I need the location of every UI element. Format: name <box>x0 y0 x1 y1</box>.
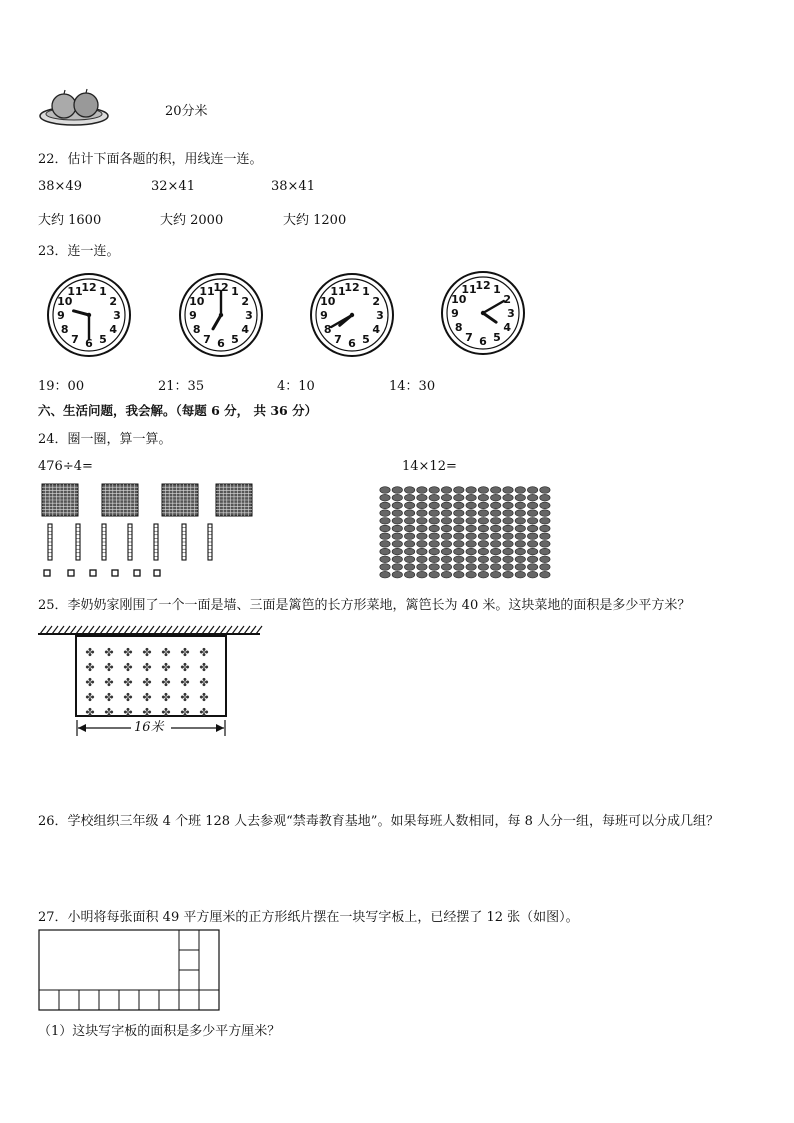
svg-text:4: 4 <box>241 323 250 336</box>
dot <box>380 533 390 540</box>
svg-text:8: 8 <box>454 321 463 334</box>
dot <box>380 510 390 517</box>
dot <box>478 510 488 517</box>
svg-text:✤: ✤ <box>199 691 209 704</box>
dot <box>404 502 414 509</box>
clock-1 <box>46 272 132 358</box>
dot <box>491 525 501 532</box>
svg-text:12: 12 <box>213 281 229 294</box>
svg-text:✤: ✤ <box>142 646 152 659</box>
dot <box>392 571 402 578</box>
svg-text:9: 9 <box>57 309 65 322</box>
dot <box>380 494 390 501</box>
dot <box>429 518 439 525</box>
dot <box>454 510 464 517</box>
dot <box>466 487 476 494</box>
svg-text:4: 4 <box>503 321 512 334</box>
dot <box>441 487 451 494</box>
dot <box>404 533 414 540</box>
svg-text:✤: ✤ <box>180 646 190 659</box>
dot <box>392 541 402 548</box>
dot <box>503 494 513 501</box>
svg-text:10: 10 <box>189 295 205 308</box>
dot <box>503 525 513 532</box>
dot <box>540 510 550 517</box>
dot <box>380 556 390 563</box>
dot <box>466 494 476 501</box>
svg-text:5: 5 <box>493 331 501 345</box>
svg-text:11: 11 <box>461 282 477 296</box>
dot <box>466 564 476 571</box>
dot <box>380 571 390 578</box>
dot <box>491 518 501 525</box>
dot <box>392 564 402 571</box>
dot <box>540 564 550 571</box>
writing-board-figure <box>38 929 222 1013</box>
q27-sub-question-1: （1）这块写字板的面积是多少平方厘米？ <box>38 1024 281 1039</box>
dot <box>404 571 414 578</box>
dot <box>540 556 550 563</box>
dot <box>454 518 464 525</box>
dot <box>429 556 439 563</box>
dot <box>441 548 451 555</box>
dot <box>404 541 414 548</box>
dot <box>503 556 513 563</box>
dot <box>417 571 427 578</box>
dot <box>454 525 464 532</box>
clock-2 <box>178 272 264 358</box>
dot <box>515 548 525 555</box>
dot <box>429 533 439 540</box>
svg-text:✤: ✤ <box>180 676 190 689</box>
hundred-block <box>102 484 138 516</box>
svg-text:1: 1 <box>493 282 501 296</box>
dot <box>503 502 513 509</box>
svg-text:✤: ✤ <box>142 691 152 704</box>
svg-text:✤: ✤ <box>142 676 152 689</box>
svg-text:1: 1 <box>231 284 239 298</box>
svg-text:10: 10 <box>451 293 467 306</box>
svg-text:2: 2 <box>372 295 381 308</box>
dot <box>527 525 537 532</box>
dot <box>454 564 464 571</box>
q22-estimate-1: 大约 1600 <box>38 213 102 228</box>
svg-text:✤: ✤ <box>199 646 209 659</box>
svg-text:6: 6 <box>85 337 93 350</box>
dot <box>429 487 439 494</box>
dot <box>441 533 451 540</box>
dot <box>540 502 550 509</box>
svg-text:6: 6 <box>348 337 356 350</box>
dot <box>491 494 501 501</box>
svg-text:9: 9 <box>320 309 328 322</box>
svg-text:3: 3 <box>245 309 253 322</box>
dot <box>417 564 427 571</box>
dot <box>429 502 439 509</box>
dot <box>527 556 537 563</box>
dot <box>515 541 525 548</box>
dot <box>515 510 525 517</box>
svg-text:5: 5 <box>99 333 107 347</box>
q23-time-3: 4：10 <box>277 379 315 394</box>
svg-text:2: 2 <box>503 293 512 306</box>
dot <box>392 502 402 509</box>
dot <box>404 487 414 494</box>
dot <box>380 541 390 548</box>
dot <box>478 564 488 571</box>
svg-text:12: 12 <box>81 281 97 294</box>
dot <box>466 571 476 578</box>
q27-title: 27．小明将每张面积 49 平方厘米的正方形纸片摆在一块写字板上，已经摆了 12 张（如图）。 <box>38 910 579 925</box>
dot <box>515 502 525 509</box>
svg-text:✤: ✤ <box>123 706 133 719</box>
svg-text:✤: ✤ <box>199 706 209 719</box>
svg-text:11: 11 <box>330 284 346 298</box>
dot <box>466 518 476 525</box>
unit-cube <box>134 570 140 576</box>
dot <box>454 556 464 563</box>
q26-title: 26．学校组织三年级 4 个班 128 人去参观“禁毒教育基地”。如果每班人数相同，每 8 人分一组，每班可以分成几组？ <box>38 814 719 829</box>
plate-length-label: 20分米 <box>165 104 208 119</box>
svg-text:✤: ✤ <box>161 646 171 659</box>
dot <box>454 548 464 555</box>
dot <box>540 487 550 494</box>
dot <box>515 571 525 578</box>
dot <box>540 548 550 555</box>
svg-text:5: 5 <box>362 333 370 347</box>
svg-text:12: 12 <box>475 279 491 292</box>
dot <box>478 548 488 555</box>
svg-text:✤: ✤ <box>161 706 171 719</box>
svg-text:✤: ✤ <box>180 661 190 674</box>
dot <box>478 494 488 501</box>
svg-text:7: 7 <box>465 331 473 345</box>
dot <box>380 487 390 494</box>
dot <box>392 510 402 517</box>
dot <box>491 502 501 509</box>
q22-estimate-2: 大约 2000 <box>160 213 224 228</box>
dot <box>527 510 537 517</box>
q23-time-2: 21：35 <box>158 379 205 394</box>
dot <box>441 556 451 563</box>
svg-text:✤: ✤ <box>161 691 171 704</box>
dot <box>380 548 390 555</box>
hundred-block <box>162 484 198 516</box>
q23-time-1: 19：00 <box>38 379 85 394</box>
apple-plate-image <box>36 86 116 130</box>
ten-rod <box>76 524 80 560</box>
svg-text:✤: ✤ <box>123 661 133 674</box>
dot <box>429 571 439 578</box>
dot <box>441 494 451 501</box>
dot <box>429 494 439 501</box>
svg-text:✤: ✤ <box>199 676 209 689</box>
dot <box>417 556 427 563</box>
dot <box>454 502 464 509</box>
dot <box>392 556 402 563</box>
svg-text:✤: ✤ <box>104 661 114 674</box>
svg-text:4: 4 <box>109 323 118 336</box>
dot <box>466 525 476 532</box>
section6-title: 六、生活问题，我会解。（每题 6 分， 共 36 分） <box>38 403 318 418</box>
svg-text:✤: ✤ <box>161 661 171 674</box>
dot <box>527 548 537 555</box>
dot <box>466 541 476 548</box>
dot <box>429 548 439 555</box>
svg-text:10: 10 <box>320 295 336 308</box>
q22-expr-1: 38×49 <box>38 179 82 194</box>
dot <box>478 525 488 532</box>
dot <box>404 564 414 571</box>
dot <box>478 556 488 563</box>
dot <box>478 571 488 578</box>
dot <box>417 494 427 501</box>
svg-text:✤: ✤ <box>161 676 171 689</box>
svg-text:6: 6 <box>217 337 225 350</box>
dot <box>380 518 390 525</box>
svg-text:✤: ✤ <box>85 676 95 689</box>
svg-text:✤: ✤ <box>180 691 190 704</box>
dot <box>404 548 414 555</box>
dot <box>454 571 464 578</box>
svg-text:3: 3 <box>113 309 121 322</box>
dot <box>404 518 414 525</box>
dot <box>417 525 427 532</box>
q24-right-expr: 14×12= <box>402 459 457 474</box>
dot-array <box>376 484 556 582</box>
dot <box>417 541 427 548</box>
dot <box>478 502 488 509</box>
svg-text:✤: ✤ <box>85 661 95 674</box>
dot <box>515 525 525 532</box>
svg-text:✤: ✤ <box>142 661 152 674</box>
dot <box>454 541 464 548</box>
unit-cube <box>112 570 118 576</box>
q22-expr-3: 38×41 <box>271 179 315 194</box>
dot <box>392 525 402 532</box>
dot <box>417 510 427 517</box>
svg-text:✤: ✤ <box>104 676 114 689</box>
q23-title: 23．连一连。 <box>38 244 120 259</box>
svg-text:3: 3 <box>507 307 515 320</box>
dot <box>515 564 525 571</box>
svg-text:✤: ✤ <box>199 661 209 674</box>
dot <box>454 487 464 494</box>
dot <box>491 533 501 540</box>
dot <box>429 525 439 532</box>
svg-text:11: 11 <box>199 284 215 298</box>
hundred-block <box>42 484 78 516</box>
dot <box>503 548 513 555</box>
svg-text:8: 8 <box>323 323 332 336</box>
q22-title: 22．估计下面各题的积，用线连一连。 <box>38 152 263 167</box>
dot <box>503 571 513 578</box>
dot <box>491 510 501 517</box>
ten-rod <box>102 524 106 560</box>
dot <box>404 556 414 563</box>
svg-text:7: 7 <box>334 333 342 347</box>
q22-expr-2: 32×41 <box>151 179 195 194</box>
svg-text:1: 1 <box>362 284 370 298</box>
ten-rod <box>154 524 158 560</box>
dot <box>466 533 476 540</box>
dot <box>503 533 513 540</box>
dot <box>466 502 476 509</box>
svg-text:6: 6 <box>479 335 487 348</box>
svg-text:9: 9 <box>451 307 459 320</box>
dot <box>441 571 451 578</box>
unit-cube <box>68 570 74 576</box>
dot <box>503 518 513 525</box>
ten-rod <box>128 524 132 560</box>
dot <box>454 494 464 501</box>
clock-3 <box>309 272 395 358</box>
dot <box>527 502 537 509</box>
svg-text:2: 2 <box>109 295 118 308</box>
dot <box>380 502 390 509</box>
svg-text:8: 8 <box>60 323 69 336</box>
svg-text:7: 7 <box>203 333 211 347</box>
dot <box>478 541 488 548</box>
dot <box>540 518 550 525</box>
dot <box>503 510 513 517</box>
unit-cube <box>44 570 50 576</box>
dot <box>491 487 501 494</box>
dot <box>454 533 464 540</box>
dot <box>441 518 451 525</box>
dot <box>404 510 414 517</box>
dot <box>478 487 488 494</box>
dot <box>527 494 537 501</box>
clock-4 <box>440 270 526 356</box>
dot <box>417 487 427 494</box>
dot <box>540 533 550 540</box>
svg-text:✤: ✤ <box>104 646 114 659</box>
q23-time-4: 14：30 <box>389 379 436 394</box>
dot <box>540 494 550 501</box>
svg-text:1: 1 <box>99 284 107 298</box>
hundred-block <box>216 484 252 516</box>
dot <box>417 518 427 525</box>
svg-text:8: 8 <box>192 323 201 336</box>
q22-estimate-3: 大约 1200 <box>283 213 347 228</box>
dot <box>515 533 525 540</box>
dot <box>392 494 402 501</box>
dot <box>417 533 427 540</box>
dot <box>515 556 525 563</box>
dot <box>527 564 537 571</box>
svg-text:3: 3 <box>376 309 384 322</box>
dot <box>478 518 488 525</box>
dot <box>441 502 451 509</box>
dot <box>429 564 439 571</box>
unit-cube <box>90 570 96 576</box>
dot <box>466 548 476 555</box>
svg-text:✤: ✤ <box>85 691 95 704</box>
dot <box>527 487 537 494</box>
ten-rod <box>208 524 212 560</box>
svg-text:✤: ✤ <box>123 646 133 659</box>
dot <box>527 518 537 525</box>
svg-text:9: 9 <box>189 309 197 322</box>
unit-cube <box>154 570 160 576</box>
svg-text:✤: ✤ <box>123 676 133 689</box>
dot <box>380 564 390 571</box>
svg-text:✤: ✤ <box>85 646 95 659</box>
dot <box>515 518 525 525</box>
svg-text:✤: ✤ <box>123 691 133 704</box>
dot <box>404 525 414 532</box>
dot <box>527 533 537 540</box>
q24-title: 24．圈一圈，算一算。 <box>38 432 172 447</box>
svg-text:✤: ✤ <box>104 691 114 704</box>
dot <box>491 548 501 555</box>
svg-text:7: 7 <box>71 333 79 347</box>
dot <box>466 510 476 517</box>
dot <box>392 548 402 555</box>
svg-text:✤: ✤ <box>142 706 152 719</box>
dot <box>441 510 451 517</box>
q24-left-expr: 476÷4= <box>38 459 93 474</box>
base-ten-blocks <box>40 484 270 584</box>
dot <box>491 571 501 578</box>
svg-text:2: 2 <box>241 295 250 308</box>
dot <box>380 525 390 532</box>
svg-text:12: 12 <box>344 281 360 294</box>
dot <box>441 525 451 532</box>
svg-text:4: 4 <box>372 323 381 336</box>
svg-text:✤: ✤ <box>104 706 114 719</box>
dot <box>441 541 451 548</box>
dot <box>515 487 525 494</box>
dot <box>527 541 537 548</box>
dot <box>503 487 513 494</box>
svg-text:✤: ✤ <box>85 706 95 719</box>
svg-text:10: 10 <box>57 295 73 308</box>
dot <box>540 525 550 532</box>
dot <box>392 518 402 525</box>
dot <box>417 548 427 555</box>
ten-rod <box>182 524 186 560</box>
ten-rod <box>48 524 52 560</box>
dot <box>491 564 501 571</box>
garden-width-label: 16米 <box>134 720 164 735</box>
dot <box>527 571 537 578</box>
dot <box>392 487 402 494</box>
q25-title: 25．李奶奶家刚围了一个一面是墙、三面是篱笆的长方形菜地，篱笆长为 40 米。这块菜地的面积是多少平方米？ <box>38 598 691 613</box>
dot <box>392 533 402 540</box>
dot <box>503 564 513 571</box>
dot <box>441 564 451 571</box>
dot <box>417 502 427 509</box>
svg-text:11: 11 <box>67 284 83 298</box>
svg-text:✤: ✤ <box>180 706 190 719</box>
dot <box>429 510 439 517</box>
dot <box>429 541 439 548</box>
dot <box>478 533 488 540</box>
dot <box>540 571 550 578</box>
dot <box>404 494 414 501</box>
dot <box>540 541 550 548</box>
svg-text:5: 5 <box>231 333 239 347</box>
dot <box>466 556 476 563</box>
dot <box>515 494 525 501</box>
dot <box>491 556 501 563</box>
dot <box>491 541 501 548</box>
dot <box>503 541 513 548</box>
